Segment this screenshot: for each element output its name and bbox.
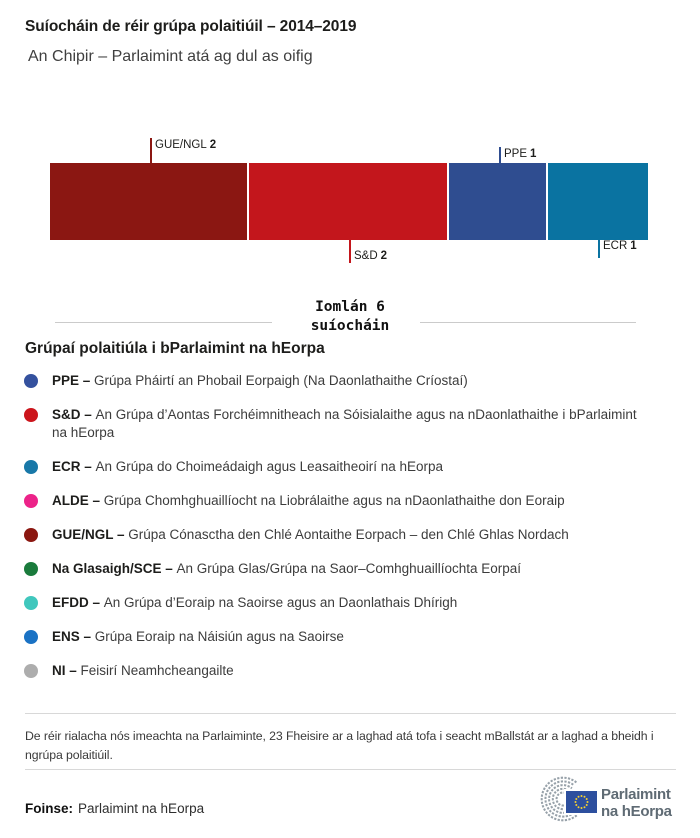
legend-dot-efdd-icon xyxy=(24,596,38,610)
legend-item-alde xyxy=(24,492,654,510)
callout-label-gue-ngl xyxy=(155,138,216,152)
legend-group-code: ECR – xyxy=(52,459,96,474)
source-value: Parlaimint na hEorpa xyxy=(78,801,205,816)
legend-text xyxy=(52,406,652,442)
legend-group-desc: Feisirí Neamhcheangailte xyxy=(80,663,234,678)
seats-bar xyxy=(50,163,648,240)
legend-dot-s-d-icon xyxy=(24,408,38,422)
callout-label-ecr xyxy=(603,239,637,253)
callout-line-ppe xyxy=(499,147,501,163)
legend-item-ens xyxy=(24,628,654,646)
legend-item-na-glasaigh-sce xyxy=(24,560,654,578)
logo-text-line1: Parlaimint xyxy=(601,786,671,803)
legend-group-code: ALDE – xyxy=(52,493,104,508)
callout-label-ppe xyxy=(504,147,536,161)
legend-heading: Grúpaí polaitiúla i bParlaimint na hEorpa xyxy=(25,340,325,357)
legend-item-ecr xyxy=(24,458,654,476)
legend-dot-ppe-icon xyxy=(24,374,38,388)
legend-group-code: ENS – xyxy=(52,629,95,644)
legend-text xyxy=(52,628,344,646)
footnote: De réir rialacha nós imeachta na Parlaiminte, 23 Fheisire ar a laghad atá tofa i seacht mBallstát ar a laghad a bheidh i ngrúpa polaitiúil. xyxy=(25,713,676,765)
legend-group-code: S&D – xyxy=(52,407,96,422)
legend-group-code: EFDD – xyxy=(52,595,104,610)
total-seats-line2: suíocháin xyxy=(310,318,390,334)
legend-text xyxy=(52,458,443,476)
legend-group-desc: An Grúpa do Choimeádaigh agus Leasaitheoirí na hEorpa xyxy=(95,459,444,474)
callout-group-name: ECR xyxy=(603,240,628,252)
ep-logo xyxy=(535,774,697,828)
logo-text xyxy=(601,786,672,820)
total-rule-left xyxy=(55,322,272,323)
callout-seat-count: 1 xyxy=(530,148,537,160)
legend-group-desc: An Grúpa d’Aontas Forchéimnitheach na Sóisialaithe agus na nDaonlathaithe i bParlaimint na hEorpa xyxy=(52,407,637,440)
legend-item-gue-ngl xyxy=(24,526,654,544)
callout-group-name: PPE xyxy=(504,148,528,160)
legend-group-desc: An Grúpa d’Eoraip na Saoirse agus an Daonlathais Dhírigh xyxy=(103,595,458,610)
callout-line-s-d xyxy=(349,240,351,263)
legend-dot-alde-icon xyxy=(24,494,38,508)
eu-flag-icon xyxy=(566,791,597,813)
legend-group-desc: Grúpa Eoraip na Náisiún agus na Saoirse xyxy=(94,629,344,644)
callout-label-s-d xyxy=(354,249,387,263)
callout-seat-count: 2 xyxy=(209,139,217,151)
total-seats-label xyxy=(0,298,700,336)
bar-segment-ecr xyxy=(548,163,648,240)
legend-group-desc: Grúpa Pháirtí an Phobail Eorpaigh (Na Daonlathaithe Críostaí) xyxy=(94,373,468,388)
legend-text xyxy=(52,526,569,544)
divider xyxy=(25,769,676,770)
legend-dot-gue-ngl-icon xyxy=(24,528,38,542)
legend-item-ppe xyxy=(24,372,654,390)
callout-line-ecr xyxy=(598,240,600,258)
page-subtitle: An Chipir – Parlaimint atá ag dul as oifig xyxy=(28,48,313,65)
bar-segment-gue-ngl xyxy=(50,163,249,240)
logo-text-line2: na hEorpa xyxy=(601,803,672,820)
legend-text xyxy=(52,492,565,510)
legend-group-desc: Grúpa Chomhghuaillíocht na Liobrálaithe agus na nDaonlathaithe don Eoraip xyxy=(103,493,565,508)
legend-item-efdd xyxy=(24,594,654,612)
page-title: Suíocháin de réir grúpa polaitiúil – 2014–2019 xyxy=(25,18,357,35)
legend-group-code: GUE/NGL – xyxy=(52,527,129,542)
legend-dot-ens-icon xyxy=(24,630,38,644)
legend-group-desc: An Grúpa Glas/Grúpa na Saor–Comhghuaillíochta Eorpaí xyxy=(176,561,521,576)
legend-group-code: Na Glasaigh/SCE – xyxy=(52,561,177,576)
legend-group-desc: Grúpa Cónasctha den Chlé Aontaithe Eorpach – den Chlé Ghlas Nordach xyxy=(128,527,569,542)
total-seats-line1: Iomlán 6 xyxy=(315,299,385,315)
legend-dot-ecr-icon xyxy=(24,460,38,474)
legend xyxy=(24,372,654,696)
callout-group-name: S&D xyxy=(354,250,378,262)
legend-group-code: NI – xyxy=(52,663,81,678)
legend-item-ni xyxy=(24,662,654,680)
callout-group-name: GUE/NGL xyxy=(155,139,207,151)
bar-segment-ppe xyxy=(449,163,549,240)
bar-segment-s-d xyxy=(249,163,448,240)
legend-text xyxy=(52,560,521,578)
legend-text xyxy=(52,662,234,680)
legend-text xyxy=(52,372,468,390)
total-rule-right xyxy=(420,322,636,323)
callout-seat-count: 1 xyxy=(630,240,637,252)
legend-dot-ni-icon xyxy=(24,664,38,678)
source-label: Foinse: xyxy=(25,801,74,816)
legend-text xyxy=(52,594,457,612)
legend-dot-na-glasaigh-sce-icon xyxy=(24,562,38,576)
chart xyxy=(0,138,700,270)
legend-group-code: PPE – xyxy=(52,373,95,388)
callout-seat-count: 2 xyxy=(380,250,388,262)
legend-item-s-d xyxy=(24,406,654,442)
callout-line-gue-ngl xyxy=(150,138,152,163)
source-line xyxy=(25,801,204,816)
